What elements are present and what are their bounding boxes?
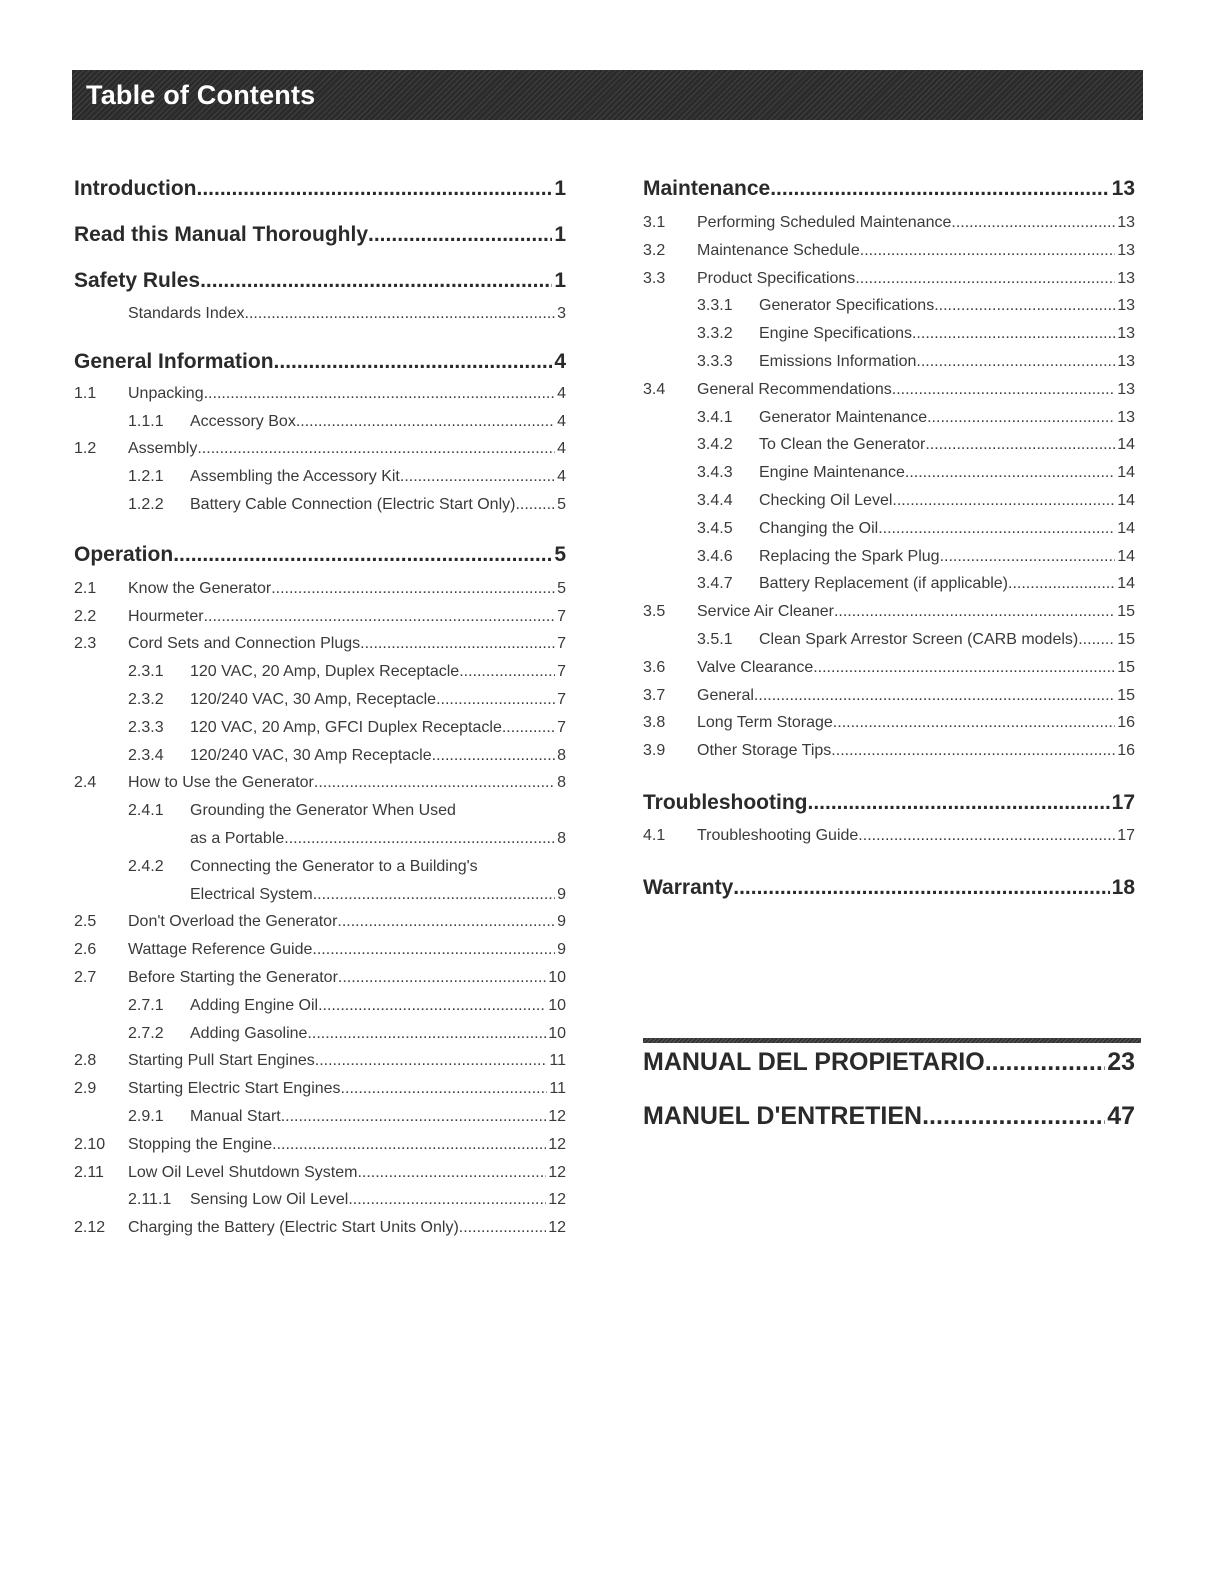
toc-entry-label: Long Term Storage (697, 714, 833, 732)
toc-entry-label: Manual Start (190, 1107, 281, 1125)
toc-entry-number: 3.3.3 (697, 352, 733, 370)
toc-operation-entries (74, 575, 566, 1242)
toc-entry-number: 1.1.1 (128, 412, 164, 430)
toc-right-column (643, 170, 1135, 1130)
toc-heading-general-information[interactable] (74, 348, 566, 376)
toc-page-number: 16 (1117, 742, 1135, 760)
toc-entry[interactable] (74, 686, 566, 714)
toc-entry-number: 2.1 (74, 579, 97, 597)
toc-entry[interactable] (74, 908, 566, 936)
toc-entry-number: 3.3 (643, 269, 666, 287)
toc-entry-label: Engine Specifications (759, 325, 912, 343)
toc-entry-label: Assembly (128, 440, 198, 458)
toc-entry-label: Maintenance Schedule (697, 241, 860, 259)
toc-entry[interactable] (74, 1186, 566, 1214)
toc-entry-number: 3.3.1 (697, 297, 733, 315)
toc-page-number: 10 (548, 996, 566, 1014)
toc-page-number: 7 (557, 607, 566, 625)
toc-entry[interactable] (74, 408, 566, 436)
toc-heading-label: Operation (74, 542, 174, 566)
toc-entry-standards-index[interactable] (74, 300, 566, 328)
toc-entry-label: Sensing Low Oil Level (190, 1191, 349, 1209)
toc-heading-manual-spanish[interactable] (643, 1046, 1135, 1078)
leader-dots (204, 603, 556, 631)
toc-entry[interactable] (74, 630, 566, 658)
toc-page-number: 10 (548, 1024, 566, 1042)
toc-entry-label: Hourmeter (128, 607, 204, 625)
toc-entry[interactable] (643, 292, 1135, 320)
toc-page-number: 17 (1117, 826, 1135, 844)
toc-entry-label: Emissions Information (759, 352, 917, 370)
toc-page-number: 17 (1111, 790, 1135, 814)
toc-entry-number: 3.8 (643, 714, 666, 732)
toc-entry-label: Troubleshooting Guide (697, 826, 859, 844)
toc-entry-number: 1.2.2 (128, 495, 164, 513)
leader-dots (296, 408, 555, 436)
toc-entry-label: Battery Cable Connection (Electric Start Only) (190, 495, 516, 513)
toc-entry-number: 2.4.2 (128, 857, 164, 875)
toc-page-number: 12 (548, 1135, 566, 1153)
toc-entry-number: 2.10 (74, 1135, 106, 1153)
leader-dots (733, 874, 1109, 902)
toc-left-column (74, 170, 566, 1242)
leader-dots (807, 789, 1109, 817)
toc-entry-number: 2.3.4 (128, 746, 164, 764)
toc-page-number: 12 (548, 1191, 566, 1209)
toc-entry-label: How to Use the Generator (128, 774, 314, 792)
toc-page-number: 18 (1111, 875, 1135, 899)
toc-page-number: 13 (1117, 269, 1135, 287)
toc-page-number: 15 (1117, 686, 1135, 704)
toc-heading-label: Read this Manual Thoroughly (74, 223, 369, 246)
toc-page-number: 7 (557, 635, 566, 653)
toc-page-number: 15 (1117, 658, 1135, 676)
toc-entry-label: Don't Overload the Generator (128, 913, 338, 931)
toc-entry[interactable] (74, 1103, 566, 1131)
toc-page-number: 4 (557, 412, 566, 430)
toc-entry-number: 3.4 (643, 380, 666, 398)
toc-entry[interactable] (74, 742, 566, 770)
toc-heading-troubleshooting[interactable] (643, 789, 1135, 817)
toc-page-number: 13 (1117, 214, 1135, 231)
toc-heading-label: Troubleshooting (643, 790, 808, 814)
toc-page-number: 47 (1107, 1102, 1135, 1130)
toc-entry[interactable] (74, 714, 566, 742)
leader-dots (341, 1075, 548, 1103)
toc-entry[interactable] (74, 853, 566, 881)
leader-dots (834, 598, 1115, 626)
toc-entry[interactable] (74, 769, 566, 797)
toc-entry-number: 2.2 (74, 607, 97, 625)
toc-entry-label: Electrical System (190, 885, 313, 903)
toc-entry-number: 3.3.2 (697, 325, 733, 343)
leader-dots (858, 822, 1115, 850)
leader-dots (315, 1047, 548, 1075)
toc-page-number: 5 (557, 579, 566, 597)
toc-entry-label: Low Oil Level Shutdown System (128, 1163, 358, 1181)
toc-heading-read-manual[interactable] (74, 221, 566, 249)
toc-entry-number: 2.12 (74, 1219, 106, 1237)
toc-page-number: 10 (548, 968, 566, 986)
toc-entry-number: 3.4.3 (697, 464, 733, 482)
toc-troubleshooting-entries (643, 822, 1135, 850)
toc-entry-label: Service Air Cleaner (697, 603, 834, 621)
toc-page-number: 7 (557, 690, 566, 708)
toc-entry[interactable] (643, 404, 1135, 432)
toc-entry-number: 3.7 (643, 686, 666, 704)
toc-entry[interactable] (643, 237, 1135, 265)
toc-entry-label: Generator Maintenance (759, 408, 928, 426)
toc-entry-label: General (697, 686, 754, 704)
toc-heading-warranty[interactable] (643, 874, 1135, 902)
toc-entry[interactable] (74, 603, 566, 631)
leader-dots (916, 348, 1115, 376)
toc-entry-number: 2.4.1 (128, 802, 164, 820)
toc-entry-number: 2.7.1 (128, 996, 164, 1014)
toc-page-number: 14 (1117, 491, 1135, 509)
toc-entry[interactable] (643, 265, 1135, 293)
toc-entry-label: Stopping the Engine (128, 1135, 273, 1153)
toc-entry[interactable] (643, 737, 1135, 765)
toc-entry-label: Changing the Oil (759, 519, 879, 537)
leader-dots (459, 658, 555, 686)
toc-page-number: 13 (1111, 177, 1135, 200)
toc-entry[interactable] (74, 463, 566, 491)
toc-entry-continued[interactable] (74, 881, 566, 909)
toc-banner (72, 70, 1143, 120)
leader-dots (813, 654, 1115, 682)
leader-dots (197, 435, 555, 463)
toc-entry[interactable] (74, 658, 566, 686)
toc-page-number: 23 (1107, 1048, 1135, 1076)
toc-entry-number: 3.2 (643, 241, 666, 259)
toc-entry-number: 2.5 (74, 913, 97, 931)
leader-dots (515, 491, 555, 519)
leader-dots (313, 881, 555, 909)
toc-entry[interactable] (643, 570, 1135, 598)
toc-heading-label: General Information (74, 349, 274, 373)
toc-page-number: 13 (1117, 241, 1135, 259)
toc-heading-label: Safety Rules (74, 269, 201, 292)
toc-entry-number: 4.1 (643, 826, 666, 844)
toc-entry-label: Replacing the Spark Plug (759, 547, 940, 565)
leader-dots (272, 1131, 546, 1159)
toc-entry-label: 120/240 VAC, 30 Amp, Receptacle (190, 690, 437, 708)
toc-heading-safety-rules[interactable] (74, 267, 566, 295)
leader-dots (770, 175, 1109, 203)
toc-entry-label: Wattage Reference Guide (128, 941, 313, 959)
leader-dots (892, 376, 1115, 404)
toc-entry-number: 3.5 (643, 603, 666, 621)
leader-dots (204, 380, 555, 408)
toc-page-number: 12 (548, 1163, 566, 1181)
toc-entry-label: Know the Generator (128, 579, 272, 597)
toc-entry-label: Generator Specifications (759, 297, 935, 315)
toc-entry-number: 3.9 (643, 742, 666, 760)
toc-page-number: 7 (557, 663, 566, 681)
toc-heading-maintenance[interactable] (643, 175, 1135, 203)
toc-page-number: 14 (1117, 575, 1135, 593)
toc-entry[interactable] (74, 380, 566, 408)
toc-entry[interactable] (643, 822, 1135, 850)
toc-page-number: 14 (1117, 547, 1135, 565)
toc-entry-number: 3.6 (643, 658, 666, 676)
toc-entry-label: Checking Oil Level (759, 491, 893, 509)
toc-entry[interactable] (74, 1214, 566, 1242)
leader-dots (1078, 626, 1115, 654)
toc-entry-number: 2.3 (74, 635, 97, 653)
toc-page-number: 16 (1117, 714, 1135, 732)
toc-entry-label: Connecting the Generator to a Building's (190, 857, 478, 875)
leader-dots (432, 742, 555, 770)
leader-dots (855, 265, 1115, 293)
toc-entry-label: General Recommendations (697, 380, 892, 398)
toc-entry[interactable] (643, 320, 1135, 348)
leader-dots (940, 543, 1116, 571)
toc-entry[interactable] (74, 1075, 566, 1103)
toc-entry-label: Engine Maintenance (759, 464, 905, 482)
toc-entry-number: 1.2 (74, 440, 97, 458)
leader-dots (200, 267, 552, 295)
toc-entry[interactable] (643, 348, 1135, 376)
toc-page-number: 14 (1117, 464, 1135, 482)
toc-heading-label: Introduction (74, 177, 197, 200)
toc-page-number: 8 (557, 774, 566, 792)
leader-dots (925, 431, 1115, 459)
toc-entry-number: 2.7.2 (128, 1024, 164, 1042)
toc-page-number: 11 (549, 1052, 566, 1070)
toc-heading-operation[interactable] (74, 541, 566, 569)
toc-entry[interactable] (74, 1047, 566, 1075)
toc-page-number: 13 (1117, 380, 1135, 398)
toc-heading-label: Warranty (643, 875, 734, 899)
leader-dots (436, 686, 555, 714)
leader-dots (360, 630, 555, 658)
toc-entry-number: 3.4.7 (697, 575, 733, 593)
toc-entry-label: Product Specifications (697, 269, 856, 287)
toc-page-number: 4 (554, 349, 566, 373)
toc-page-number: 8 (557, 746, 566, 764)
toc-entry-number: 2.9.1 (128, 1107, 164, 1125)
leader-dots (314, 769, 555, 797)
leader-dots (892, 487, 1115, 515)
toc-entry-label: Starting Pull Start Engines (128, 1052, 315, 1070)
toc-entry-number: 2.4 (74, 774, 97, 792)
leader-dots (348, 1186, 546, 1214)
toc-entry-label: Unpacking (128, 384, 204, 402)
toc-entry[interactable] (74, 1131, 566, 1159)
toc-page-number: 1 (554, 223, 566, 246)
toc-entry-label: 120/240 VAC, 30 Amp Receptacle (190, 746, 432, 764)
toc-entry-label: Grounding the Generator When Used (190, 802, 456, 820)
leader-dots (934, 292, 1115, 320)
toc-entry-label: Adding Gasoline (190, 1024, 308, 1042)
leader-dots (927, 404, 1115, 432)
toc-entry[interactable] (643, 431, 1135, 459)
toc-page-number: 15 (1117, 603, 1135, 621)
toc-entry[interactable] (643, 654, 1135, 682)
leader-dots (878, 515, 1115, 543)
leader-dots (922, 1100, 1105, 1132)
page-title: Table of Contents (86, 80, 316, 110)
leader-dots (985, 1046, 1106, 1078)
toc-page-number: 11 (549, 1080, 566, 1098)
leader-dots (307, 1020, 546, 1048)
leader-dots (173, 541, 552, 569)
toc-entry-continued[interactable] (74, 825, 566, 853)
toc-page-number: 4 (557, 468, 566, 486)
leader-dots (318, 992, 546, 1020)
leader-dots (860, 237, 1115, 265)
toc-entry-number: 2.11 (74, 1163, 104, 1181)
toc-entry-number: 1.2.1 (128, 468, 164, 486)
toc-entry[interactable] (643, 515, 1135, 543)
leader-dots (281, 1103, 546, 1131)
toc-page-number: 14 (1117, 519, 1135, 537)
toc-entry[interactable] (74, 491, 566, 519)
leader-dots (357, 1159, 546, 1187)
toc-heading-manual-french[interactable] (643, 1100, 1135, 1132)
toc-entry-label: To Clean the Generator (759, 436, 926, 454)
toc-entry[interactable] (74, 1020, 566, 1048)
leader-dots (400, 463, 555, 491)
toc-entry-label: 120 VAC, 20 Amp, GFCI Duplex Receptacle (190, 718, 502, 736)
toc-entry-label: Clean Spark Arrestor Screen (CARB models) (759, 630, 1079, 648)
toc-page-number: 5 (554, 542, 566, 566)
toc-heading-label: MANUAL DEL PROPIETARIO (643, 1048, 985, 1076)
toc-page-number: 1 (554, 269, 566, 292)
toc-entry-label: Charging the Battery (Electric Start Units Only) (128, 1219, 459, 1237)
toc-entry[interactable] (643, 543, 1135, 571)
toc-entry[interactable] (74, 964, 566, 992)
toc-entry[interactable] (74, 797, 566, 825)
toc-entry[interactable] (643, 376, 1135, 404)
toc-entry-number: 3.1 (643, 214, 666, 231)
toc-entry[interactable] (74, 575, 566, 603)
leader-dots (337, 908, 555, 936)
toc-page-number: 13 (1117, 408, 1135, 426)
toc-heading-introduction[interactable] (74, 175, 566, 203)
toc-entry-label: Other Storage Tips (697, 742, 832, 760)
leader-dots (951, 209, 1115, 237)
toc-entry-number: 2.3.1 (128, 663, 164, 681)
toc-page-number: 13 (1117, 325, 1135, 343)
toc-entry-number: 1.1 (74, 384, 97, 402)
toc-page-number: 4 (557, 440, 566, 458)
toc-entry[interactable] (74, 435, 566, 463)
leader-dots (754, 682, 1115, 710)
toc-entry[interactable] (643, 598, 1135, 626)
leader-dots (1008, 570, 1115, 598)
toc-entry-number: 3.4.6 (697, 547, 733, 565)
toc-entry-number: 2.9 (74, 1080, 97, 1098)
toc-page-number: 14 (1117, 436, 1135, 454)
toc-entry-number: 3.4.4 (697, 491, 733, 509)
toc-entry-number: 2.6 (74, 941, 97, 959)
toc-page-number: 4 (557, 384, 566, 402)
toc-entry[interactable] (643, 209, 1135, 237)
toc-page-number: 3 (557, 305, 566, 322)
toc-page-number: 5 (557, 495, 566, 513)
toc-page-number: 8 (557, 829, 566, 847)
toc-entry[interactable] (643, 459, 1135, 487)
leader-dots (502, 714, 555, 742)
toc-page-number: 13 (1117, 297, 1135, 315)
toc-entry-number: 2.7 (74, 968, 97, 986)
toc-page-number: 12 (548, 1107, 566, 1125)
toc-page-number: 1 (554, 177, 566, 200)
leader-dots (245, 300, 556, 328)
toc-entry-number: 3.4.1 (697, 408, 733, 426)
leader-dots (905, 459, 1115, 487)
toc-entry-number: 2.8 (74, 1052, 97, 1070)
toc-entry-number: 3.4.2 (697, 436, 733, 454)
toc-entry-label: Battery Replacement (if applicable) (759, 575, 1009, 593)
toc-entry-number: 2.3.3 (128, 718, 164, 736)
toc-page-number: 12 (548, 1219, 566, 1237)
toc-entry-number: 3.4.5 (697, 519, 733, 537)
toc-page-number: 7 (557, 718, 566, 736)
toc-entry-label: Before Starting the Generator (128, 968, 338, 986)
toc-page-number: 9 (557, 913, 566, 931)
leader-dots (274, 348, 553, 376)
toc-entry-label: Adding Engine Oil (190, 996, 319, 1014)
toc-general-information-entries (74, 380, 566, 519)
leader-dots (271, 575, 555, 603)
toc-entry-label: Cord Sets and Connection Plugs (128, 635, 361, 653)
leader-dots (833, 709, 1115, 737)
toc-page-number: 9 (557, 885, 566, 903)
leader-dots (196, 175, 552, 203)
toc-entry-label: Assembling the Accessory Kit (190, 468, 400, 486)
toc-entry-label: Valve Clearance (697, 658, 814, 676)
toc-entry-label: Standards Index (128, 305, 245, 322)
section-divider (643, 1038, 1141, 1043)
toc-entry-label: Performing Scheduled Maintenance (697, 214, 952, 231)
toc-entry[interactable] (643, 487, 1135, 515)
toc-entry-label: as a Portable (190, 829, 285, 847)
toc-entry[interactable] (74, 936, 566, 964)
leader-dots (831, 737, 1115, 765)
leader-dots (459, 1214, 546, 1242)
toc-entry-number: 2.11.1 (128, 1191, 172, 1209)
toc-entry[interactable] (74, 1159, 566, 1187)
toc-entry-number: 2.3.2 (128, 690, 164, 708)
toc-entry-label: Starting Electric Start Engines (128, 1080, 341, 1098)
toc-page-number: 9 (557, 941, 566, 959)
toc-heading-label: Maintenance (643, 177, 771, 200)
toc-entry[interactable] (643, 709, 1135, 737)
toc-entry-number: 3.5.1 (697, 630, 733, 648)
toc-entry[interactable] (643, 626, 1135, 654)
toc-heading-label: MANUEL D'ENTRETIEN (643, 1102, 923, 1130)
toc-page-number: 13 (1117, 352, 1135, 370)
leader-dots (338, 964, 546, 992)
toc-entry[interactable] (74, 992, 566, 1020)
toc-entry[interactable] (643, 682, 1135, 710)
toc-entry-label: Accessory Box (190, 412, 296, 430)
leader-dots (368, 221, 552, 249)
leader-dots (284, 825, 555, 853)
toc-entry-label: 120 VAC, 20 Amp, Duplex Receptacle (190, 663, 460, 681)
leader-dots (912, 320, 1115, 348)
leader-dots (312, 936, 555, 964)
toc-page-number: 15 (1117, 630, 1135, 648)
toc-maintenance-entries (643, 209, 1135, 765)
